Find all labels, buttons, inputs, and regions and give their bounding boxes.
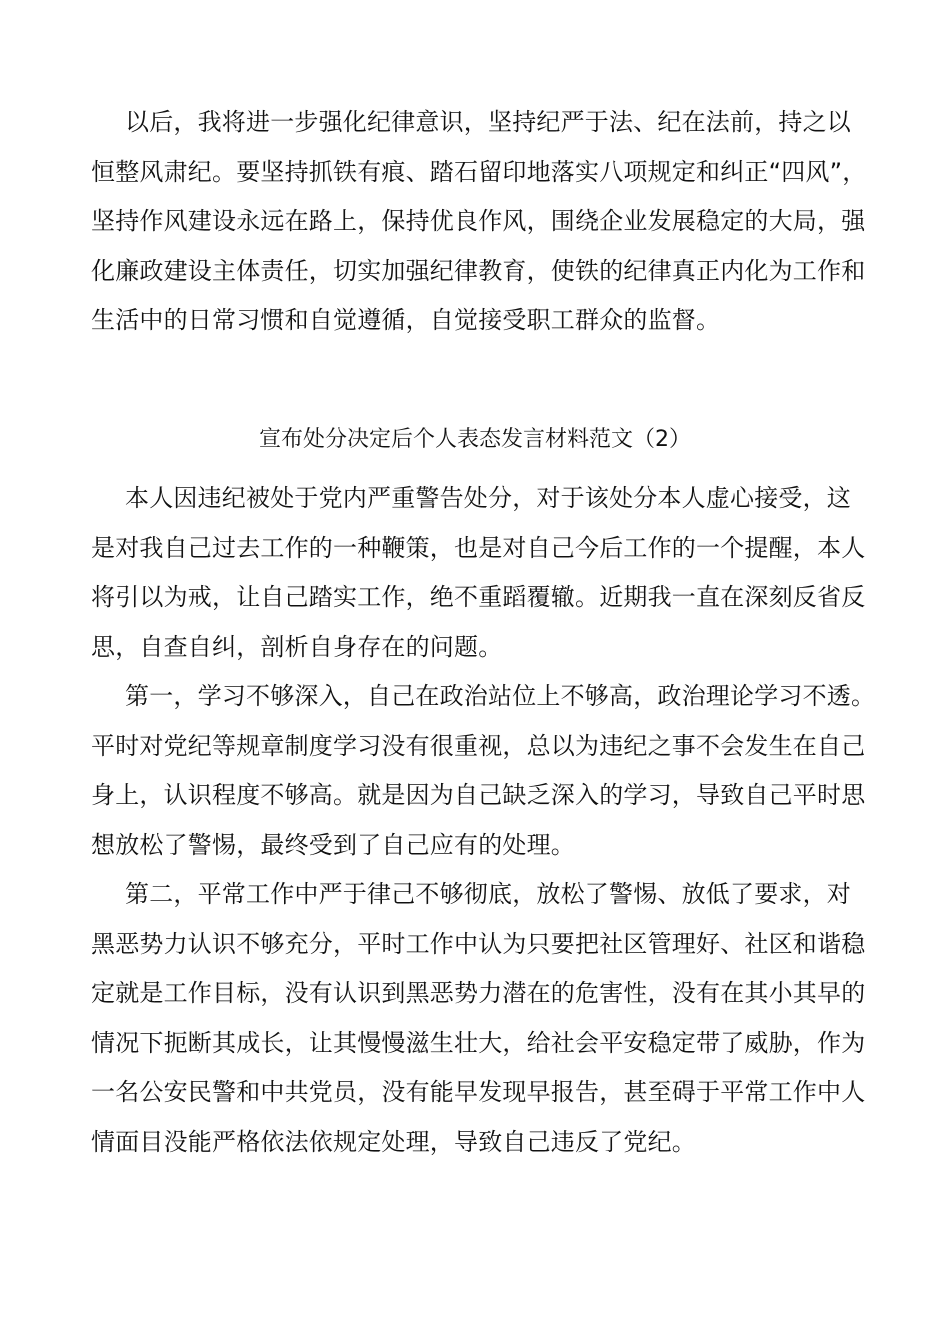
paragraph-line: 本人因违纪被处于党内严重警告处分，对于该处分本人虚心接受，这 (125, 484, 851, 512)
section-title: 宣布处分决定后个人表态发言材料范文（2） (259, 427, 691, 452)
paragraph-line: 坚持作风建设永远在路上，保持优良作风，围绕企业发展稳定的大局，强 (91, 207, 866, 235)
paragraph-line: 想放松了警惕，最终受到了自己应有的处理。 (91, 830, 575, 859)
paragraph-line: 平时对党纪等规章制度学习没有很重视，总以为违纪之事不会发生在自己 (91, 731, 866, 760)
paragraph-line: 化廉政建设主体责任，切实加强纪律教育，使铁的纪律真正内化为工作和 (91, 256, 866, 285)
paragraph-line: 一名公安民警和中共党员，没有能早发现早报告，甚至碍于平常工作中人 (91, 1078, 866, 1106)
paragraph-line: 将引以为戒，让自己踏实工作，绝不重蹈覆辙。近期我一直在深刻反省反 (91, 583, 866, 611)
paragraph-line: 定就是工作目标，没有认识到黑恶势力潜在的危害性，没有在其小其早的 (91, 979, 866, 1007)
paragraph-line: 情面目没能严格依法依规定处理，导致自己违反了党纪。 (91, 1127, 696, 1156)
paragraph-line: 恒整风肃纪。要坚持抓铁有痕、踏石留印地落实八项规定和纠正“四风”， (91, 157, 867, 186)
paragraph-line: 身上，认识程度不够高。就是因为自己缺乏深入的学习，导致自己平时思 (91, 781, 866, 809)
paragraph-line: 第一，学习不够深入，自己在政治站位上不够高，政治理论学习不透。 (125, 682, 876, 710)
closing-paragraph (91, 98, 871, 346)
paragraph-line: 情况下扼断其成长，让其慢慢滋生壮大，给社会平安稳定带了威胁，作为 (91, 1028, 866, 1057)
paragraph-line: 思，自查自纠，剖析自身存在的问题。 (91, 632, 503, 661)
paragraph-line: 第二，平常工作中严于律己不够彻底，放松了警惕、放低了要求，对 (125, 880, 851, 908)
paragraph-line: 以后，我将进一步强化纪律意识，坚持纪严于法、纪在法前，持之以 (125, 108, 851, 136)
body-text (91, 474, 876, 1167)
paragraph-line: 黑恶势力认识不够充分，平时工作中认为只要把社区管理好、社区和谐稳 (91, 929, 866, 958)
paragraph-line: 生活中的日常习惯和自觉遵循，自觉接受职工群众的监督。 (91, 306, 721, 334)
paragraph-line: 是对我自己过去工作的一种鞭策，也是对自己今后工作的一个提醒，本人 (91, 533, 866, 562)
